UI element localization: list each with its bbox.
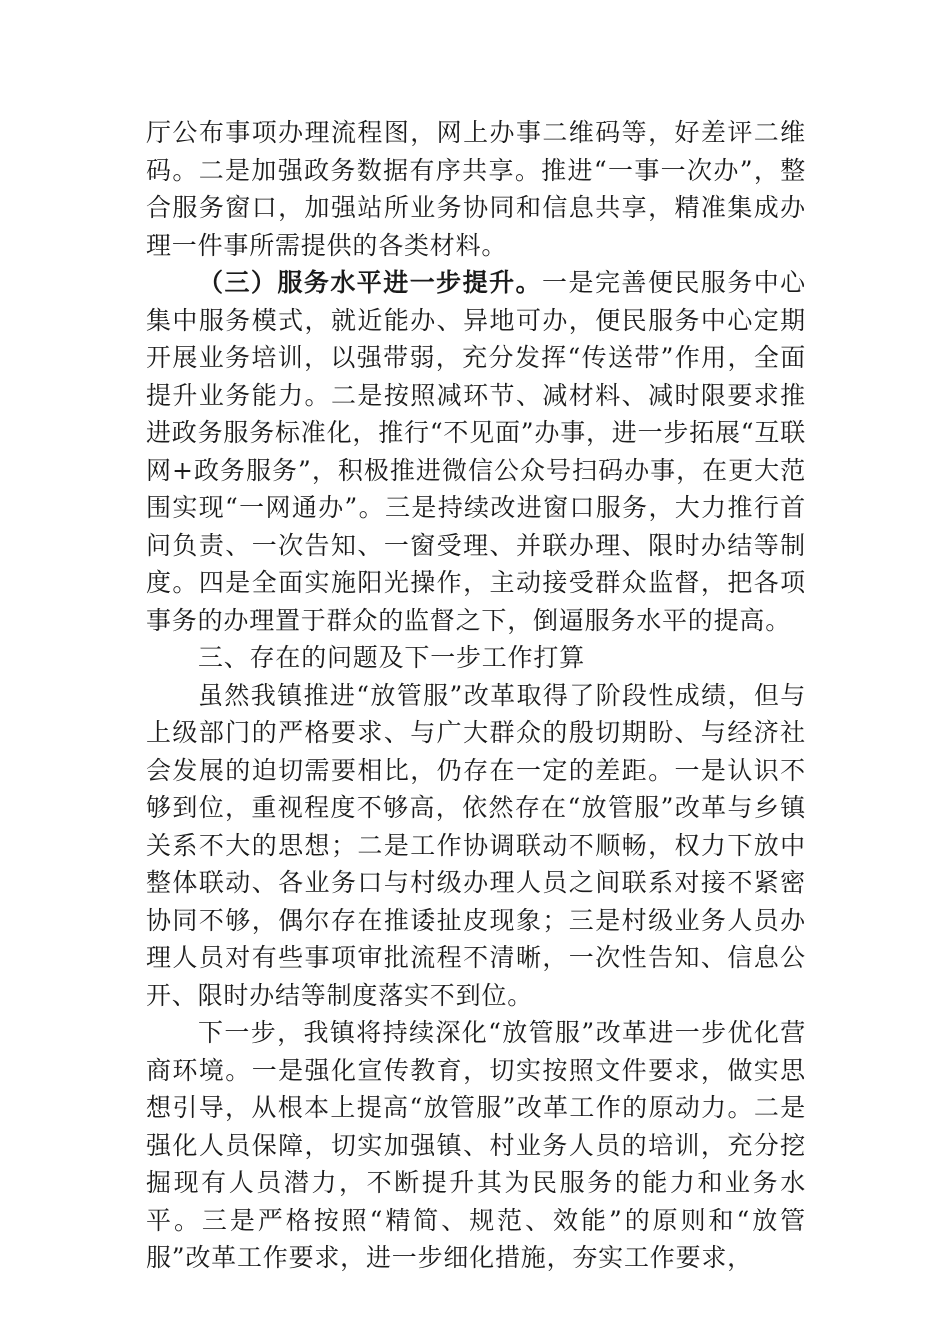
paragraph-text: 下一步，我镇将持续深化“放管服”改革进一步优化营商环境。一是强化宣传教育，切实按照文件要求，做实思想引导，从根本上提高“放管服”改革工作的原动力。二是强化人员保障，切实加强镇、村业务人员的培训，充分挖掘现有人员潜力，不断提升其为民服务的能力和业务水平。三是严格按照“精简、规范、效能”的原则和“放管服”改革工作要求，进一步细化措施，夯实工作要求，: [146, 1018, 806, 1272]
paragraph-problems: [146, 677, 806, 1015]
paragraph-text: 厅公布事项办理流程图，网上办事二维码等，好差评二维码。二是加强政务数据有序共享。推进“一事一次办”，整合服务窗口，加强站所业务协同和信息共享，精准集成办理一件事所需提供的各类材料。: [146, 118, 806, 260]
paragraph-service-level: [146, 264, 806, 639]
section-heading: 三、存在的问题及下一步工作打算: [198, 643, 586, 672]
paragraph-text: 一是完善便民服务中心集中服务模式，就近能办、异地可办，便民服务中心定期开展业务培训，以强带弱，充分发挥“传送带”作用，全面提升业务能力。二是按照减环节、减材料、减时限要求推进政务服务标准化，推行“不见面”办事，进一步拓展“互联网+政务服务”，积极推进微信公众号扫码办事，在更大范围实现“一网通办”。三是持续改进窗口服务，大力推行首问负责、一次告知、一窗受理、并联办理、限时办结等制度。四是全面实施阳光操作，主动接受群众监督，把各项事务的办理置于群众的监督之下，倒逼服务水平的提高。: [146, 268, 806, 635]
subsection-heading: （三）服务水平进一步提升。: [198, 268, 543, 297]
paragraph-next-steps: [146, 1014, 806, 1277]
paragraph-continued: [146, 114, 806, 264]
document-body: [146, 114, 806, 1277]
paragraph-text: 虽然我镇推进“放管服”改革取得了阶段性成绩，但与上级部门的严格要求、与广大群众的殷切期盼、与经济社会发展的迫切需要相比，仍存在一定的差距。一是认识不够到位，重视程度不够高，依然存在“放管服”改革与乡镇关系不大的思想；二是工作协调联动不顺畅，权力下放中整体联动、各业务口与村级办理人员之间联系对接不紧密协同不够，偶尔存在推诿扯皮现象；三是村级业务人员办理人员对有些事项审批流程不清晰，一次性告知、信息公开、限时办结等制度落实不到位。: [146, 680, 806, 1010]
